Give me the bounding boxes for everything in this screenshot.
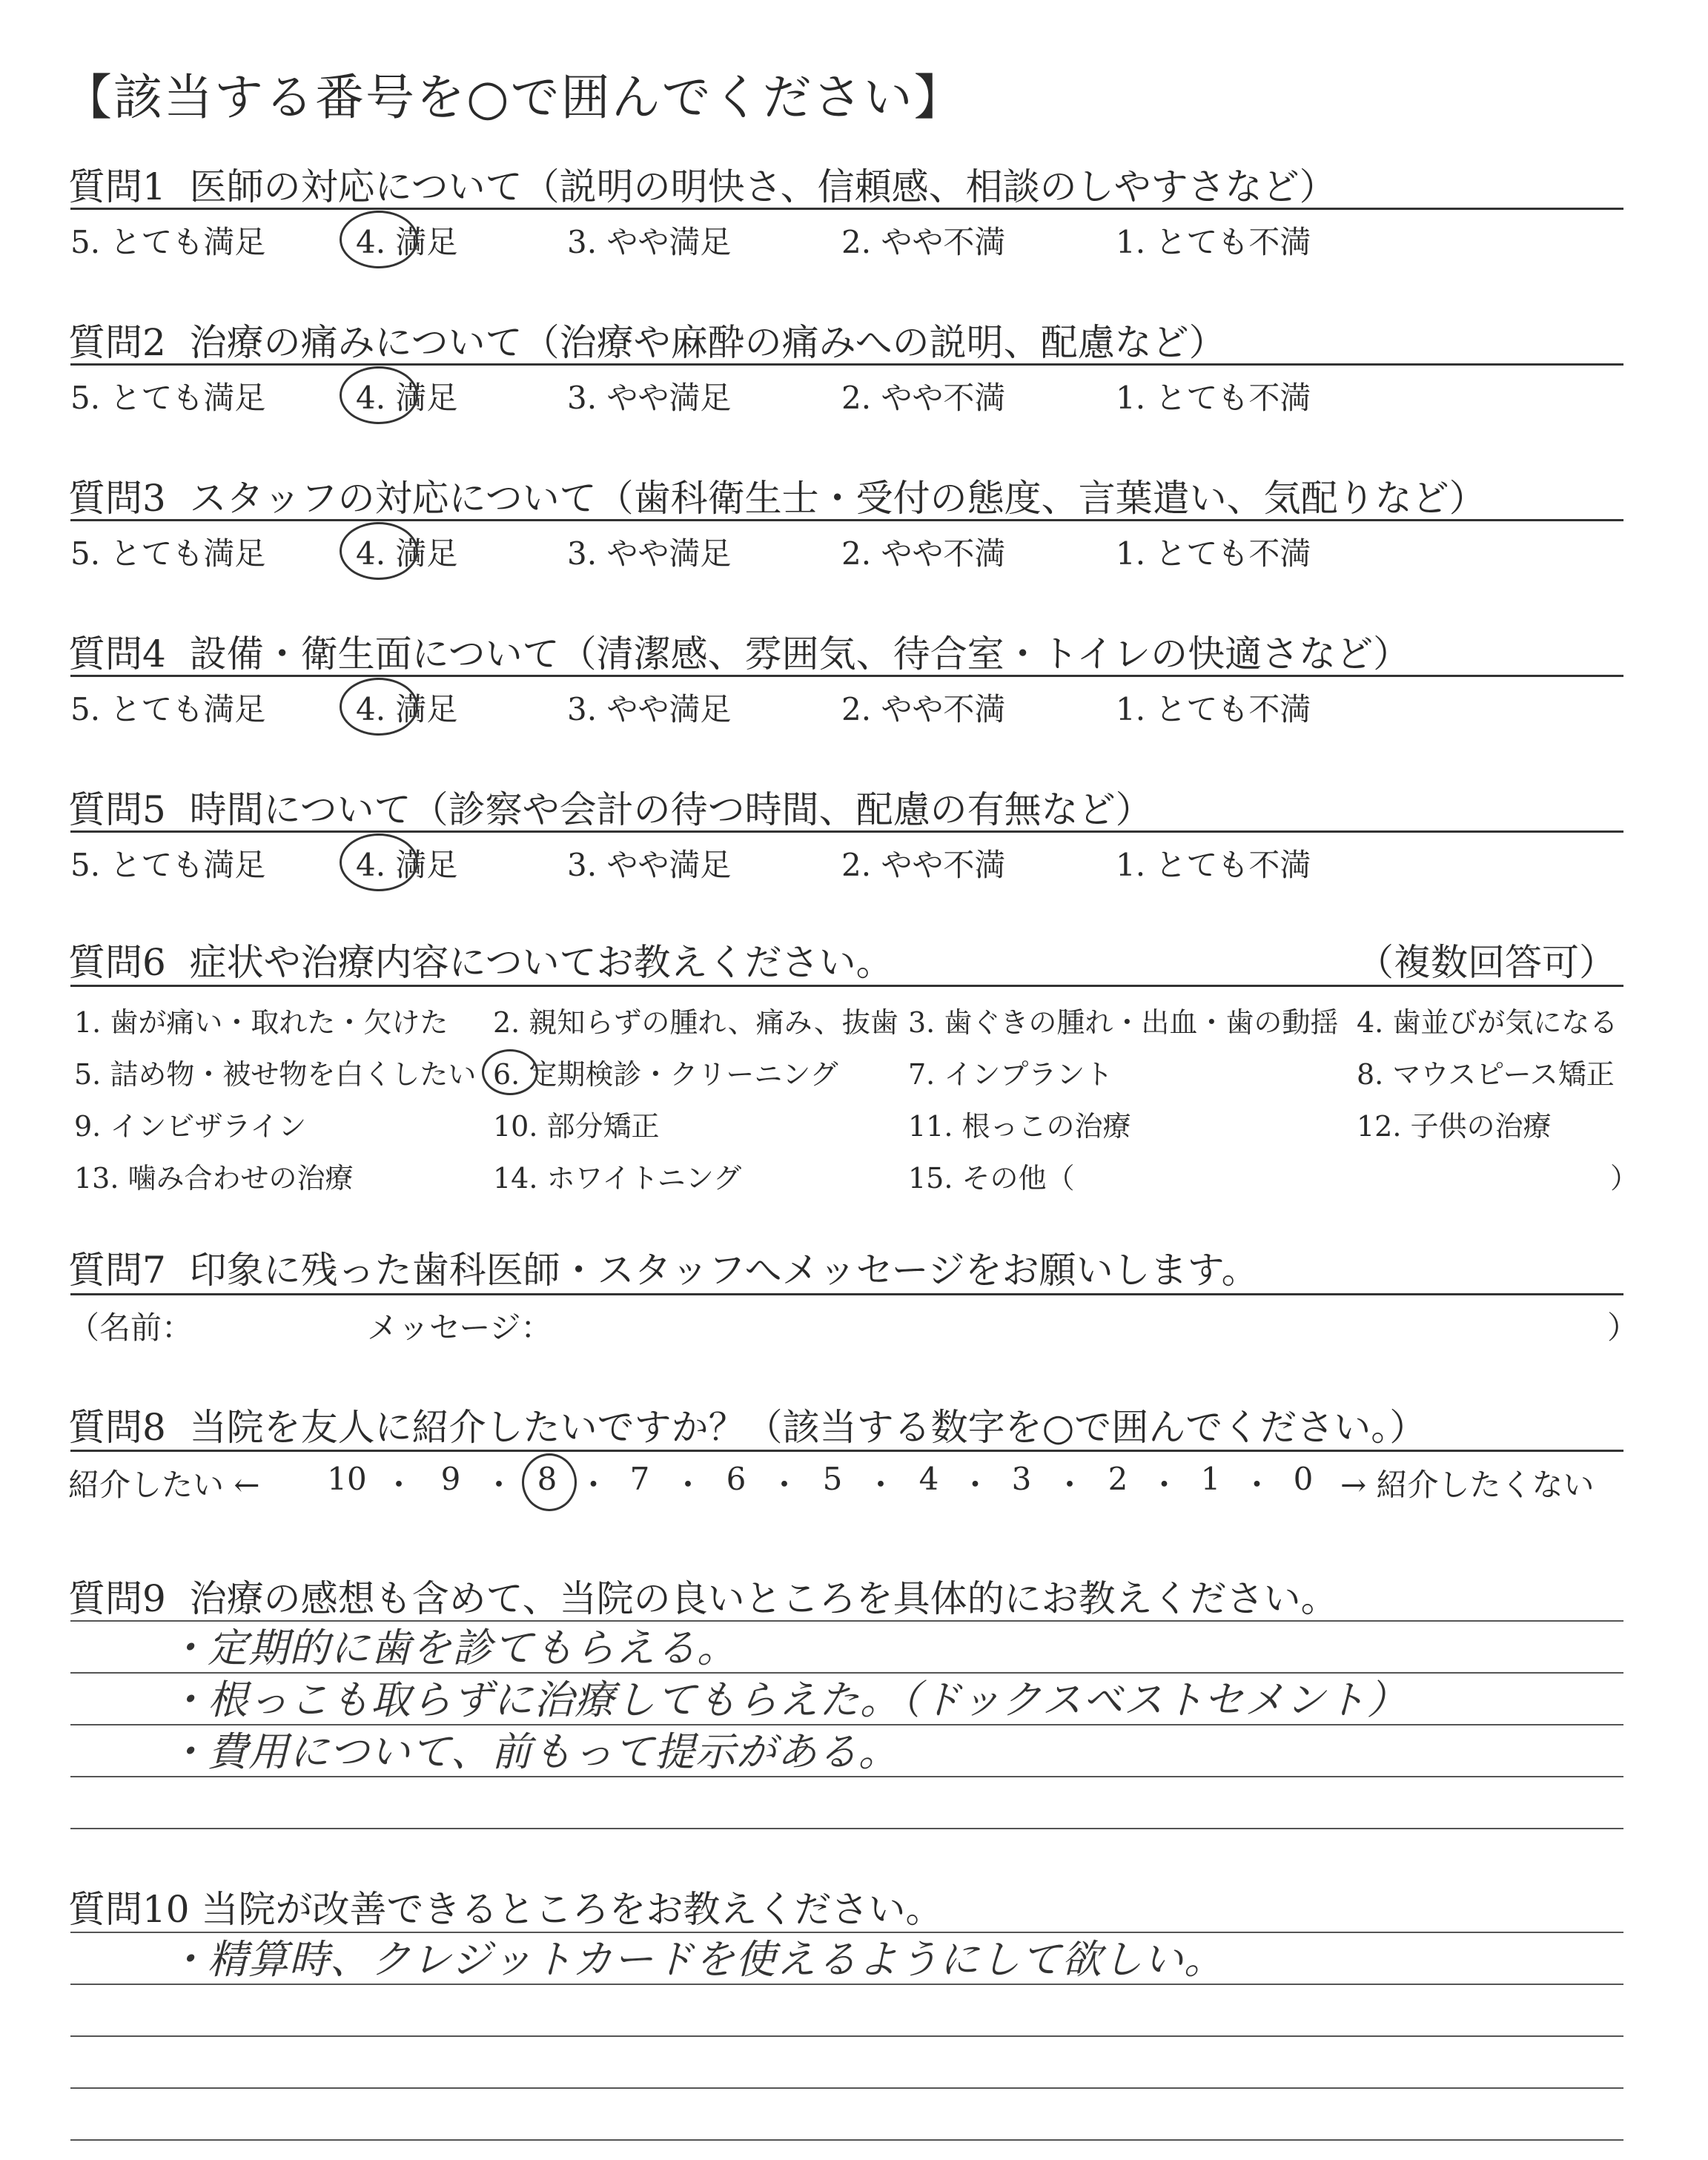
question-label: 質問5: [68, 788, 166, 831]
writing-line: [70, 2087, 1623, 2089]
rating-choice: 3. やや満足: [567, 224, 732, 260]
message-label: メッセージ：: [367, 1309, 552, 1346]
question-rule: [70, 363, 1623, 366]
q9-heading: [68, 1569, 1338, 1622]
question-text: 医師の対応について（説明の明快さ、信頼感、相談のしやすさなど）: [189, 165, 1337, 208]
question-text: スタッフの対応について（歯科衛生士・受付の態度、言葉遣い、気配りなど）: [189, 477, 1486, 520]
q10-heading: [68, 1880, 943, 1933]
question-heading: [68, 313, 1226, 366]
handwritten-answer: ・費用について、前もって提示がある。: [167, 1728, 899, 1775]
rating-choice: 3. やや満足: [567, 847, 732, 883]
rating-choice: 5. とても満足: [70, 847, 266, 883]
q6-option: 8. マウスピース矯正: [1357, 1058, 1615, 1091]
handwritten-answer: ・定期的に歯を診てもらえる。: [167, 1625, 738, 1671]
question-label: 質問9: [68, 1577, 166, 1620]
handwritten-answer: ・根っこも取らずに治療してもらえた。（ドックスベストセメント）: [167, 1677, 1408, 1723]
question-label: 質問6: [68, 941, 166, 984]
answer-circle: [340, 678, 418, 736]
q7-close-paren: ）: [1607, 1309, 1639, 1346]
rating-choice: 2. やや不満: [841, 380, 1006, 416]
q8-rule: [70, 1450, 1623, 1452]
writing-line: [70, 2139, 1623, 2141]
scale-number: 8: [537, 1461, 557, 1497]
question-text: 設備・衛生面について（清潔感、雰囲気、待合室・トイレの快適さなど）: [189, 633, 1411, 676]
q6-option: 10. 部分矯正: [493, 1110, 660, 1143]
scale-separator: ・: [864, 1467, 896, 1503]
rating-choice: 1. とても不満: [1116, 380, 1311, 416]
rating-choice: 1. とても不満: [1116, 847, 1311, 883]
rating-choice: 4. 満足: [356, 691, 458, 727]
question-text: 印象に残った歯科医師・スタッフへメッセージをお願いします。: [189, 1249, 1259, 1292]
q6-option: ）: [1610, 1162, 1639, 1195]
answer-circle: [340, 366, 418, 424]
question-text: 治療の感想も含めて、当院の良いところを具体的にお教えください。: [189, 1577, 1338, 1620]
question-heading: [68, 469, 1486, 522]
q6-option: 15. その他（: [908, 1162, 1075, 1195]
q6-option: 1. 歯が痛い・取れた・欠けた: [74, 1006, 448, 1039]
question-text: 時間について（診察や会計の待つ時間、配慮の有無など）: [189, 788, 1153, 831]
rating-choice: 4. 満足: [356, 535, 458, 572]
q6-option: 9. インビザライン: [74, 1110, 307, 1143]
rating-choice: 4. 満足: [356, 224, 458, 260]
q6-option: 14. ホワイトニング: [493, 1162, 742, 1195]
q7-rule: [70, 1293, 1623, 1295]
scale-separator: ・: [768, 1467, 800, 1503]
question-rule: [70, 208, 1623, 210]
question-rule: [70, 830, 1623, 833]
scale-number: 2: [1108, 1461, 1128, 1497]
scale-separator: ・: [1148, 1467, 1180, 1503]
rating-choice: 5. とても満足: [70, 535, 266, 572]
answer-circle: [340, 833, 418, 891]
question-text: 治療の痛みについて（治療や麻酔の痛みへの説明、配慮など）: [189, 321, 1226, 364]
question-heading: [68, 780, 1153, 833]
writing-line: [70, 1828, 1623, 1829]
scale-number: 6: [726, 1461, 747, 1497]
question-heading: [68, 624, 1410, 678]
rating-choice: 3. やや満足: [567, 691, 732, 727]
rating-choice: 1. とても不満: [1116, 691, 1311, 727]
question-rule: [70, 675, 1623, 677]
name-label: （名前：: [68, 1309, 193, 1346]
question-label: 質問4: [68, 633, 166, 676]
scale-separator: ・: [1053, 1467, 1085, 1503]
question-label: 質問2: [68, 321, 166, 364]
question-label: 質問1: [68, 165, 166, 208]
scale-number: 9: [440, 1461, 461, 1497]
recommend-answer-circle: [522, 1453, 577, 1511]
scale-separator: ・: [383, 1467, 414, 1503]
rating-choice: 5. とても満足: [70, 380, 266, 416]
question-text: 症状や治療内容についてお教えください。: [189, 941, 893, 984]
q8-heading: [68, 1398, 1426, 1451]
q6-heading: [68, 933, 893, 986]
writing-line: [70, 2035, 1623, 2037]
q6-option: 3. 歯ぐきの腫れ・出血・歯の動揺: [908, 1006, 1339, 1039]
question-label: 質問3: [68, 477, 166, 520]
scale-separator: ・: [959, 1467, 991, 1503]
rating-choice: 1. とても不満: [1116, 535, 1311, 572]
rating-choice: 2. やや不満: [841, 691, 1006, 727]
scale-separator: ・: [483, 1467, 514, 1503]
rating-choice: 3. やや満足: [567, 380, 732, 416]
answer-circle: [340, 522, 418, 580]
rating-choice: 4. 満足: [356, 847, 458, 883]
rating-choice: 2. やや不満: [841, 535, 1006, 572]
q6-option: 4. 歯並びが気になる: [1357, 1006, 1618, 1039]
question-heading: [68, 157, 1337, 211]
recommend-right-label: → 紹介したくない: [1340, 1467, 1595, 1503]
q6-option: 13. 噛み合わせの治療: [74, 1162, 354, 1195]
rating-choice: 1. とても不満: [1116, 224, 1311, 260]
scale-number: 1: [1200, 1461, 1221, 1497]
form-title: 【該当する番号を○で囲んでください】: [63, 69, 964, 126]
scale-separator: ・: [1241, 1467, 1273, 1503]
q6-option: 12. 子供の治療: [1357, 1110, 1552, 1143]
question-label: 質問8: [68, 1406, 166, 1449]
question-rule: [70, 519, 1623, 521]
question-label: 質問10: [68, 1888, 190, 1931]
scale-number: 4: [918, 1461, 939, 1497]
recommend-left-label: 紹介したい ←: [68, 1467, 260, 1503]
rating-choice: 4. 満足: [356, 380, 458, 416]
question-text: 当院を友人に紹介したいですか？（該当する数字を○で囲んでください。）: [189, 1406, 1427, 1449]
rating-choice: 5. とても満足: [70, 691, 266, 727]
scale-separator: ・: [672, 1467, 704, 1503]
q7-heading: [68, 1241, 1259, 1294]
q6-option: 7. インプラント: [908, 1058, 1113, 1091]
scale-separator: ・: [577, 1467, 609, 1503]
scale-number: 10: [327, 1461, 367, 1497]
scale-number: 7: [629, 1461, 650, 1497]
q6-option: 11. 根っこの治療: [908, 1110, 1131, 1143]
scale-number: 0: [1293, 1461, 1314, 1497]
scale-number: 5: [822, 1461, 843, 1497]
q6-option: 6. 定期検診・クリーニング: [493, 1058, 838, 1091]
q6-answer-circle: [482, 1049, 538, 1095]
rating-choice: 2. やや不満: [841, 847, 1006, 883]
q6-rule: [70, 985, 1623, 987]
multiple-answer-note: （複数回答可）: [1357, 941, 1616, 984]
q6-option: 2. 親知らずの腫れ、痛み、抜歯: [493, 1006, 898, 1039]
handwritten-answer: ・精算時、クレジットカードを使えるようにして欲しい。: [167, 1936, 1225, 1983]
question-label: 質問7: [68, 1249, 166, 1292]
question-text: 当院が改善できるところをお教えください。: [201, 1888, 943, 1931]
answer-circle: [340, 211, 418, 268]
rating-choice: 5. とても満足: [70, 224, 266, 260]
scale-number: 3: [1011, 1461, 1032, 1497]
q6-option: 5. 詰め物・被せ物を白くしたい: [74, 1058, 477, 1091]
rating-choice: 2. やや不満: [841, 224, 1006, 260]
rating-choice: 3. やや満足: [567, 535, 732, 572]
